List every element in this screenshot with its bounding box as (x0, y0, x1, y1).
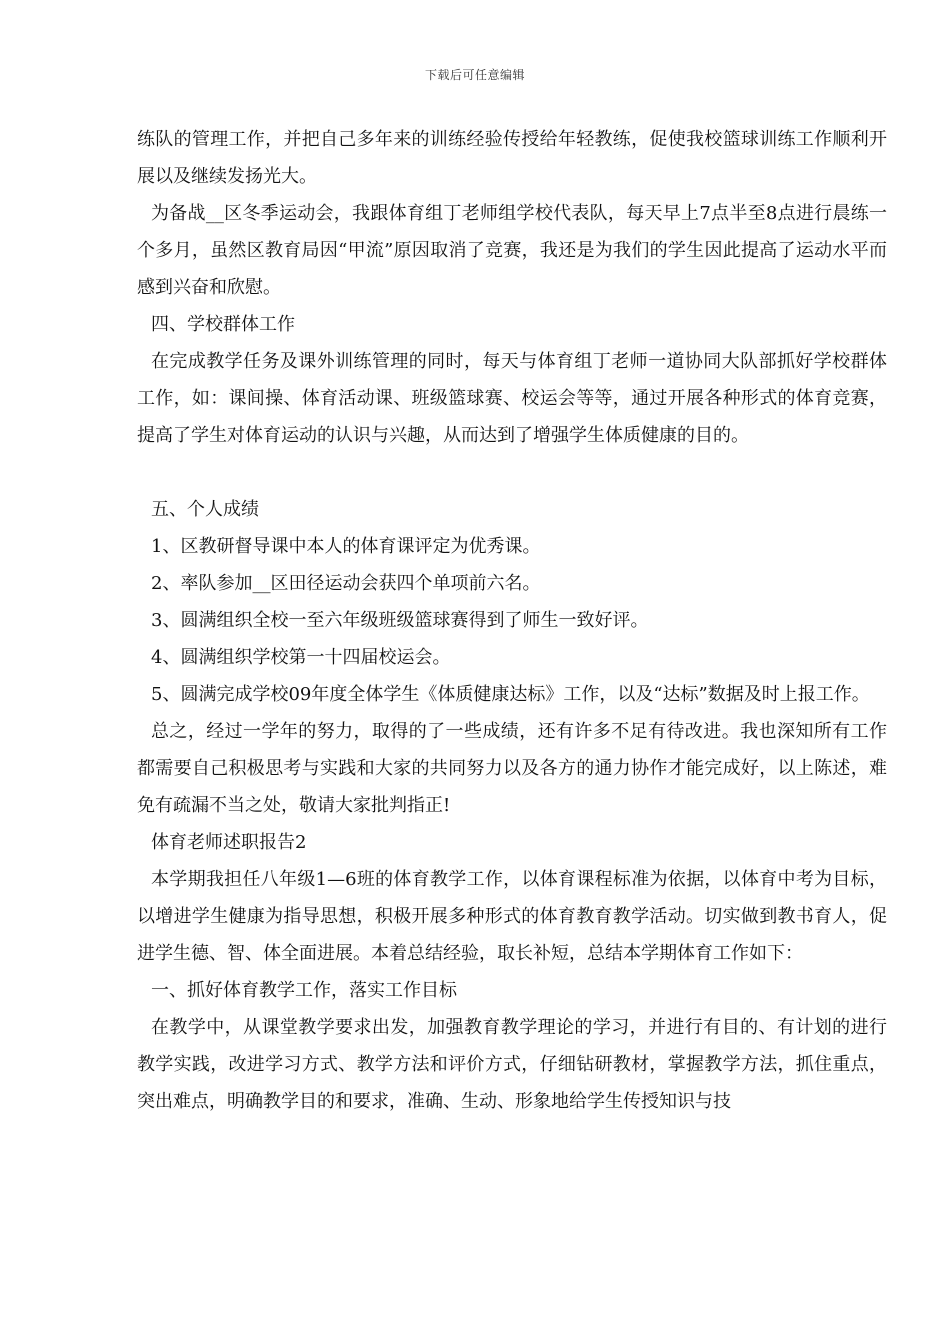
blank-line (137, 454, 887, 491)
list-item: 5、圆满完成学校09年度全体学生《体质健康达标》工作，以及“达标”数据及时上报工作。 (151, 684, 870, 705)
page-header: 下载后可任意编辑 (424, 68, 525, 82)
paragraph: 本学期我担任八年级1—6班的体育教学工作，以体育课程标准为依据，以体育中考为目标，以增进学生健康为指导思想，积极开展多种形式的体育教育教学活动。切实做到教书育人，促进学生德、智、体全面进展。本着总结经验，取长补短，总结本学期体育工作如下： (137, 869, 887, 964)
document-title: 体育老师述职报告2 (151, 832, 307, 853)
section-heading: 一、抓好体育教学工作，落实工作目标 (151, 980, 457, 1001)
paragraph: 总之，经过一学年的努力，取得的了一些成绩，还有许多不足有待改进。我也深知所有工作都需要自己积极思考与实践和大家的共同努力以及各方的通力协作才能完成好，以上陈述，难免有疏漏不当之处，敬请大家批判指正! (137, 721, 887, 816)
list-item: 2、率队参加__区田径运动会获四个单项前六名。 (151, 573, 541, 594)
section-heading: 四、学校群体工作 (151, 314, 295, 335)
list-item: 3、圆满组织全校一至六年级班级篮球赛得到了师生一致好评。 (151, 610, 649, 631)
paragraph: 练队的管理工作，并把自己多年来的训练经验传授给年轻教练，促使我校篮球训练工作顺利开展以及继续发扬光大。 (137, 129, 887, 187)
list-item: 4、圆满组织学校第一十四届校运会。 (151, 647, 451, 668)
section-heading: 五、个人成绩 (151, 499, 259, 520)
paragraph: 在教学中，从课堂教学要求出发，加强教育教学理论的学习，并进行有目的、有计划的进行教学实践，改进学习方式、教学方法和评价方式，仔细钻研教材，掌握教学方法，抓住重点，突出难点，明确教学目的和要求，准确、生动、形象地给学生传授知识与技 (137, 1017, 887, 1112)
document-body (137, 121, 887, 1120)
paragraph: 在完成教学任务及课外训练管理的同时，每天与体育组丁老师一道协同大队部抓好学校群体工作，如：课间操、体育活动课、班级篮球赛、校运会等等，通过开展各种形式的体育竞赛，提高了学生对体育运动的认识与兴趣，从而达到了增强学生体质健康的目的。 (137, 351, 887, 446)
list-item: 1、区教研督导课中本人的体育课评定为优秀课。 (151, 536, 541, 557)
paragraph: 为备战__区冬季运动会，我跟体育组丁老师组学校代表队，每天早上7点半至8点进行晨练一个多月，虽然区教育局因“甲流”原因取消了竞赛，我还是为我们的学生因此提高了运动水平而感到兴奋和欣慰。 (137, 203, 887, 298)
